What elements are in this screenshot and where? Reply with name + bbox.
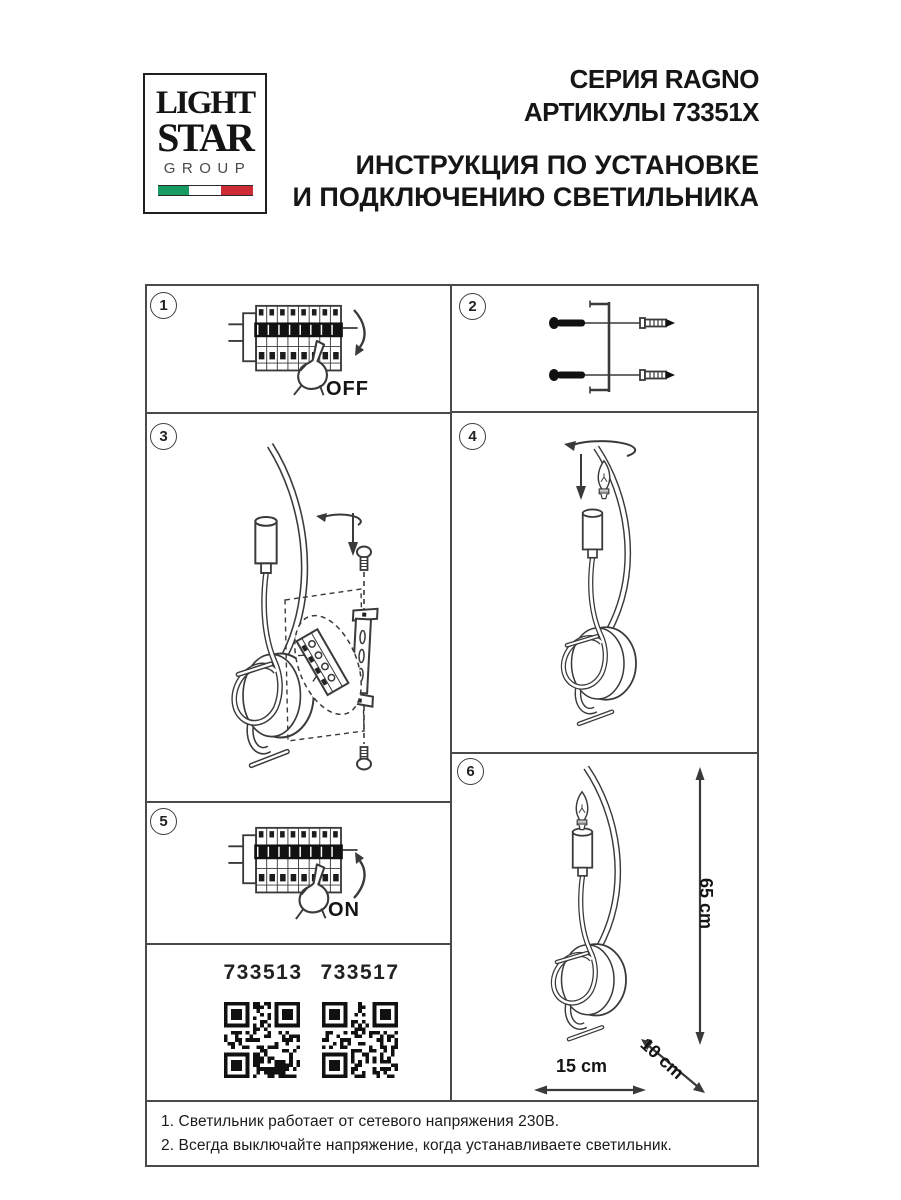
- step4-insert-bulb-diagram: [451, 412, 759, 753]
- step-number-4: 4: [468, 428, 477, 445]
- depth-dimension-label: 10 cm: [636, 1034, 688, 1084]
- step-number-3: 3: [159, 428, 168, 445]
- document-header: [293, 64, 759, 212]
- qr-code-label-733517: 733517: [320, 961, 400, 984]
- logo-word-group: GROUP: [163, 160, 252, 177]
- step-number-2: 2: [468, 298, 477, 315]
- flag-red-stripe: [221, 186, 253, 195]
- step3-mount-lamp-diagram: [145, 413, 451, 802]
- step-number-6: 6: [466, 763, 475, 780]
- logo-word-light: LIGHT: [155, 85, 255, 121]
- italian-flag-bar: [158, 185, 253, 196]
- footer-notes: [161, 1110, 672, 1157]
- qr-code-733517: [322, 1002, 398, 1078]
- step-number-1: 1: [159, 297, 168, 314]
- instruction-title-line1: ИНСТРУКЦИЯ ПО УСТАНОВКЕ: [355, 150, 759, 180]
- step-number-5: 5: [159, 813, 168, 830]
- on-label: ON: [328, 899, 360, 921]
- flag-white-stripe: [189, 186, 221, 195]
- articles-title: АРТИКУЛЫ 73351X: [523, 97, 759, 127]
- instruction-title-line2: И ПОДКЛЮЧЕНИЮ СВЕТИЛЬНИКА: [292, 182, 759, 212]
- flag-green-stripe: [158, 186, 190, 195]
- note-safety: 2. Всегда выключайте напряжение, когда устанавливаете светильник.: [161, 1136, 672, 1154]
- lightstar-logo: [143, 73, 267, 214]
- note-voltage: 1. Светильник работает от сетевого напряжения 230В.: [161, 1113, 560, 1130]
- step2-wall-bracket-anchors-diagram: [451, 284, 759, 412]
- step1-power-off-diagram: [145, 284, 451, 413]
- off-label: OFF: [326, 378, 369, 400]
- logo-word-star: STAR: [157, 115, 253, 160]
- qr-code-label-733513: 733513: [223, 961, 303, 984]
- width-dimension-label: 15 cm: [556, 1056, 608, 1076]
- qr-code-733513: [224, 1002, 300, 1078]
- height-dimension-label: 65 cm: [696, 878, 716, 930]
- step5-power-on-diagram: [145, 802, 451, 944]
- series-title: СЕРИЯ RAGNO: [569, 64, 759, 94]
